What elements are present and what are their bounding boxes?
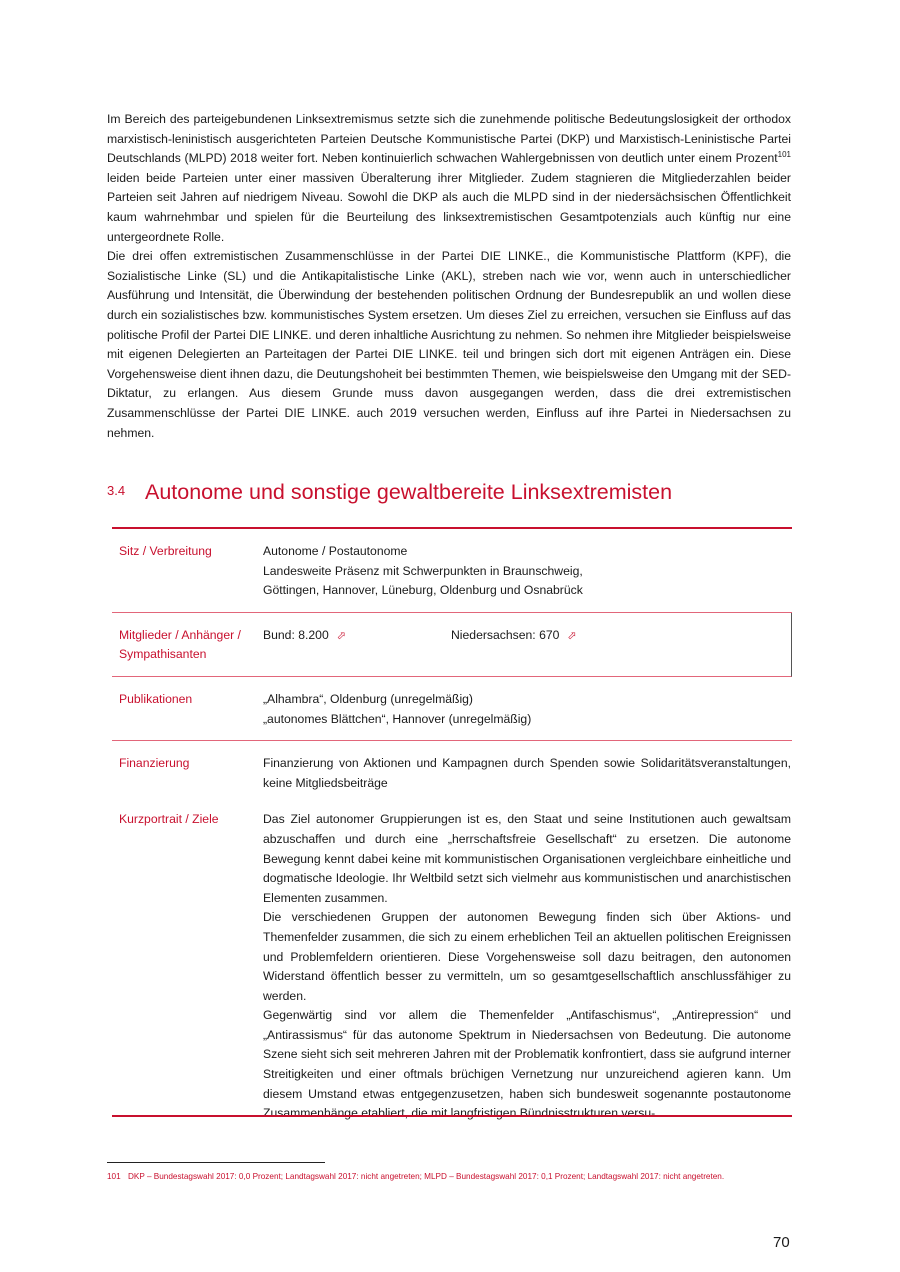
footnote-text: DKP – Bundestagswahl 2017: 0,0 Prozent; Landtagswahl 2017: nicht angetreten; MLPD – Bundestagswahl 2017: 0,1 Prozent; Landtagswahl 2017: nicht angetreten.	[128, 1172, 725, 1181]
row-label: Publikationen	[119, 691, 193, 706]
row-value: Finanzierung von Aktionen und Kampagnen durch Spenden sowie Solidaritätsveranstaltungen, keine Mitgliedsbeiträge	[263, 756, 791, 790]
row-label: Kurzportrait / Ziele	[119, 812, 219, 827]
footnote	[107, 1172, 807, 1181]
section-heading	[107, 480, 797, 505]
row-value: Autonome / Postautonome Landesweite Präsenz mit Schwerpunkten in Braunschweig, Göttingen, Hannover, Lüneburg, Oldenburg und Osnabrück	[263, 544, 583, 598]
table-row-mitglieder	[112, 613, 792, 677]
page-number: 70	[773, 1234, 790, 1251]
table-row-sitz	[112, 529, 792, 613]
section-number: 3.4	[107, 483, 126, 498]
row-label: Finanzierung	[119, 756, 190, 771]
trend-up-icon: ⬀	[336, 629, 346, 642]
niedersachsen-count: Niedersachsen: 670	[451, 627, 560, 642]
profile-table	[112, 527, 792, 1128]
bund-count: Bund: 8.200	[263, 627, 329, 642]
footnote-ref-101[interactable]: 101	[777, 150, 791, 160]
row-label: Sitz / Verbreitung	[119, 544, 212, 558]
trend-up-icon: ⬀	[567, 629, 577, 642]
row-value	[263, 626, 791, 665]
intro-paragraph-2: Die drei offen extremistischen Zusammenschlüsse in der Partei DIE LINKE., die Kommunistische Plattform (KPF), die Sozialistische Linke (SL) und die Antikapitalistische Linke (AKL), streben nach wie vor, wenn auch in unterschiedlicher Ausführung und Intensität, die Überwindung der bestehenden politischen Ordnung der Bundesrepublik an und wollen diese durch ein sozialistisches bzw. kommunistisches System ersetzen. Um dieses Ziel zu erreichen, versuchen sie Einfluss auf das politische Profil der Partei DIE LINKE. und deren inhaltliche Ausrichtung zu nehmen. So nehmen ihre Mitglieder beispielsweise mit eigenen Delegierten an Parteitagen der Partei DIE LINKE. teil und bringen sich dort mit eigenen Anträgen ein. Diese Vorgehensweise dient ihnen dazu, die Deutungshoheit bei bestimmten Themen, wie beispielsweise den Umgang mit der SED-Diktatur, zu erlangen. Aus diesem Grunde muss davon ausgegangen werden, dass die drei extremistischen Zusammenschlüsse der Partei DIE LINKE. auch 2019 versuchen werden, Einfluss auf ihre Partei in Niedersachsen zu nehmen.	[107, 249, 791, 440]
table-row-kurzportrait	[112, 797, 792, 1128]
section-title: Autonome und sonstige gewaltbereite Linksextremisten	[145, 480, 673, 504]
row-value: „Alhambra“, Oldenburg (unregelmäßig) „autonomes Blättchen“, Hannover (unregelmäßig)	[263, 691, 532, 726]
footnote-number: 101	[107, 1172, 121, 1181]
table-row-publikationen	[112, 677, 792, 741]
intro-paragraph-1: Im Bereich des parteigebundenen Linksextremismus setzte sich die zunehmende politische Bedeutungslosigkeit der orthodox marxistisch-leninistisch ausgerichteten Parteien Deutsche Kommunistische Partei (DKP) und Marxistisch-Leninistische Partei Deutschlands (MLPD) 2018 weiter fort. Neben kontinuierlich schwachen Wahlergebnissen von deutlich unter einem Prozent$^{101}$ leiden beide Parteien unter einer massiven Überalterung ihrer Mitglieder. Zudem stagnieren die Mitgliederzahlen beider Parteien seit Jahren auf niedrigem Niveau. Sowohl die DKP als auch die MLPD sind in der niedersächsischen Öffentlichkeit kaum wahrnehmbar und spielen für die Beurteilung des linksextremistischen Gesamtpotenzials auch künftig nur eine untergeordnete Rolle.	[107, 112, 791, 244]
footnote-separator	[107, 1162, 325, 1163]
intro-text	[107, 110, 791, 443]
table-row-finanzierung	[112, 741, 792, 797]
row-label: Mitglieder / Anhänger / Sympathisanten	[119, 627, 241, 662]
table-bottom-rule	[112, 1115, 792, 1117]
row-value: Das Ziel autonomer Gruppierungen ist es, den Staat und seine Institutionen auch gewaltsam abzuschaffen und durch eine „herrschaftsfreie Gesellschaft“ zu ersetzen. Die autonome Bewegung kennt dabei keine mit kommunistischen Organisationen vergleichbare einheitliche und dogmatische Ideologie. Ihr Weltbild setzt sich vielmehr aus kommunistischen und anarchistischen Elementen zusammen. Die verschiedenen Gruppen der autonomen Bewegung finden sich über Aktions- und Themenfelder zusammen, die sich zu einem erheblichen Teil an aktuellen politischen Ereignissen und Problemfeldern orientieren. Diese Vorgehensweise soll dazu beitragen, den autonomen Widerstand öffentlich besser zu vermitteln, um so gesamtgesellschaftlich anschlussfähiger zu werden. Gegenwärtig sind vor allem die Themenfelder „Antifaschismus“, „Antirepression“ und „Antirassismus“ für das autonome Spektrum in Niedersachsen von Bedeutung. Die autonome Szene sieht sich seit mehreren Jahren mit der Problematik konfrontiert, dass sie aufgrund interner Streitigkeiten und einer oftmals brüchigen Vernetzung nur unzureichend agieren kann. Um diesem Umstand etwas entgegenzusetzen, haben sich bundesweit sogenannte postautonome Zusammenhänge etabliert, die mit langfristigen Bündnisstrukturen versu-	[263, 812, 791, 1121]
